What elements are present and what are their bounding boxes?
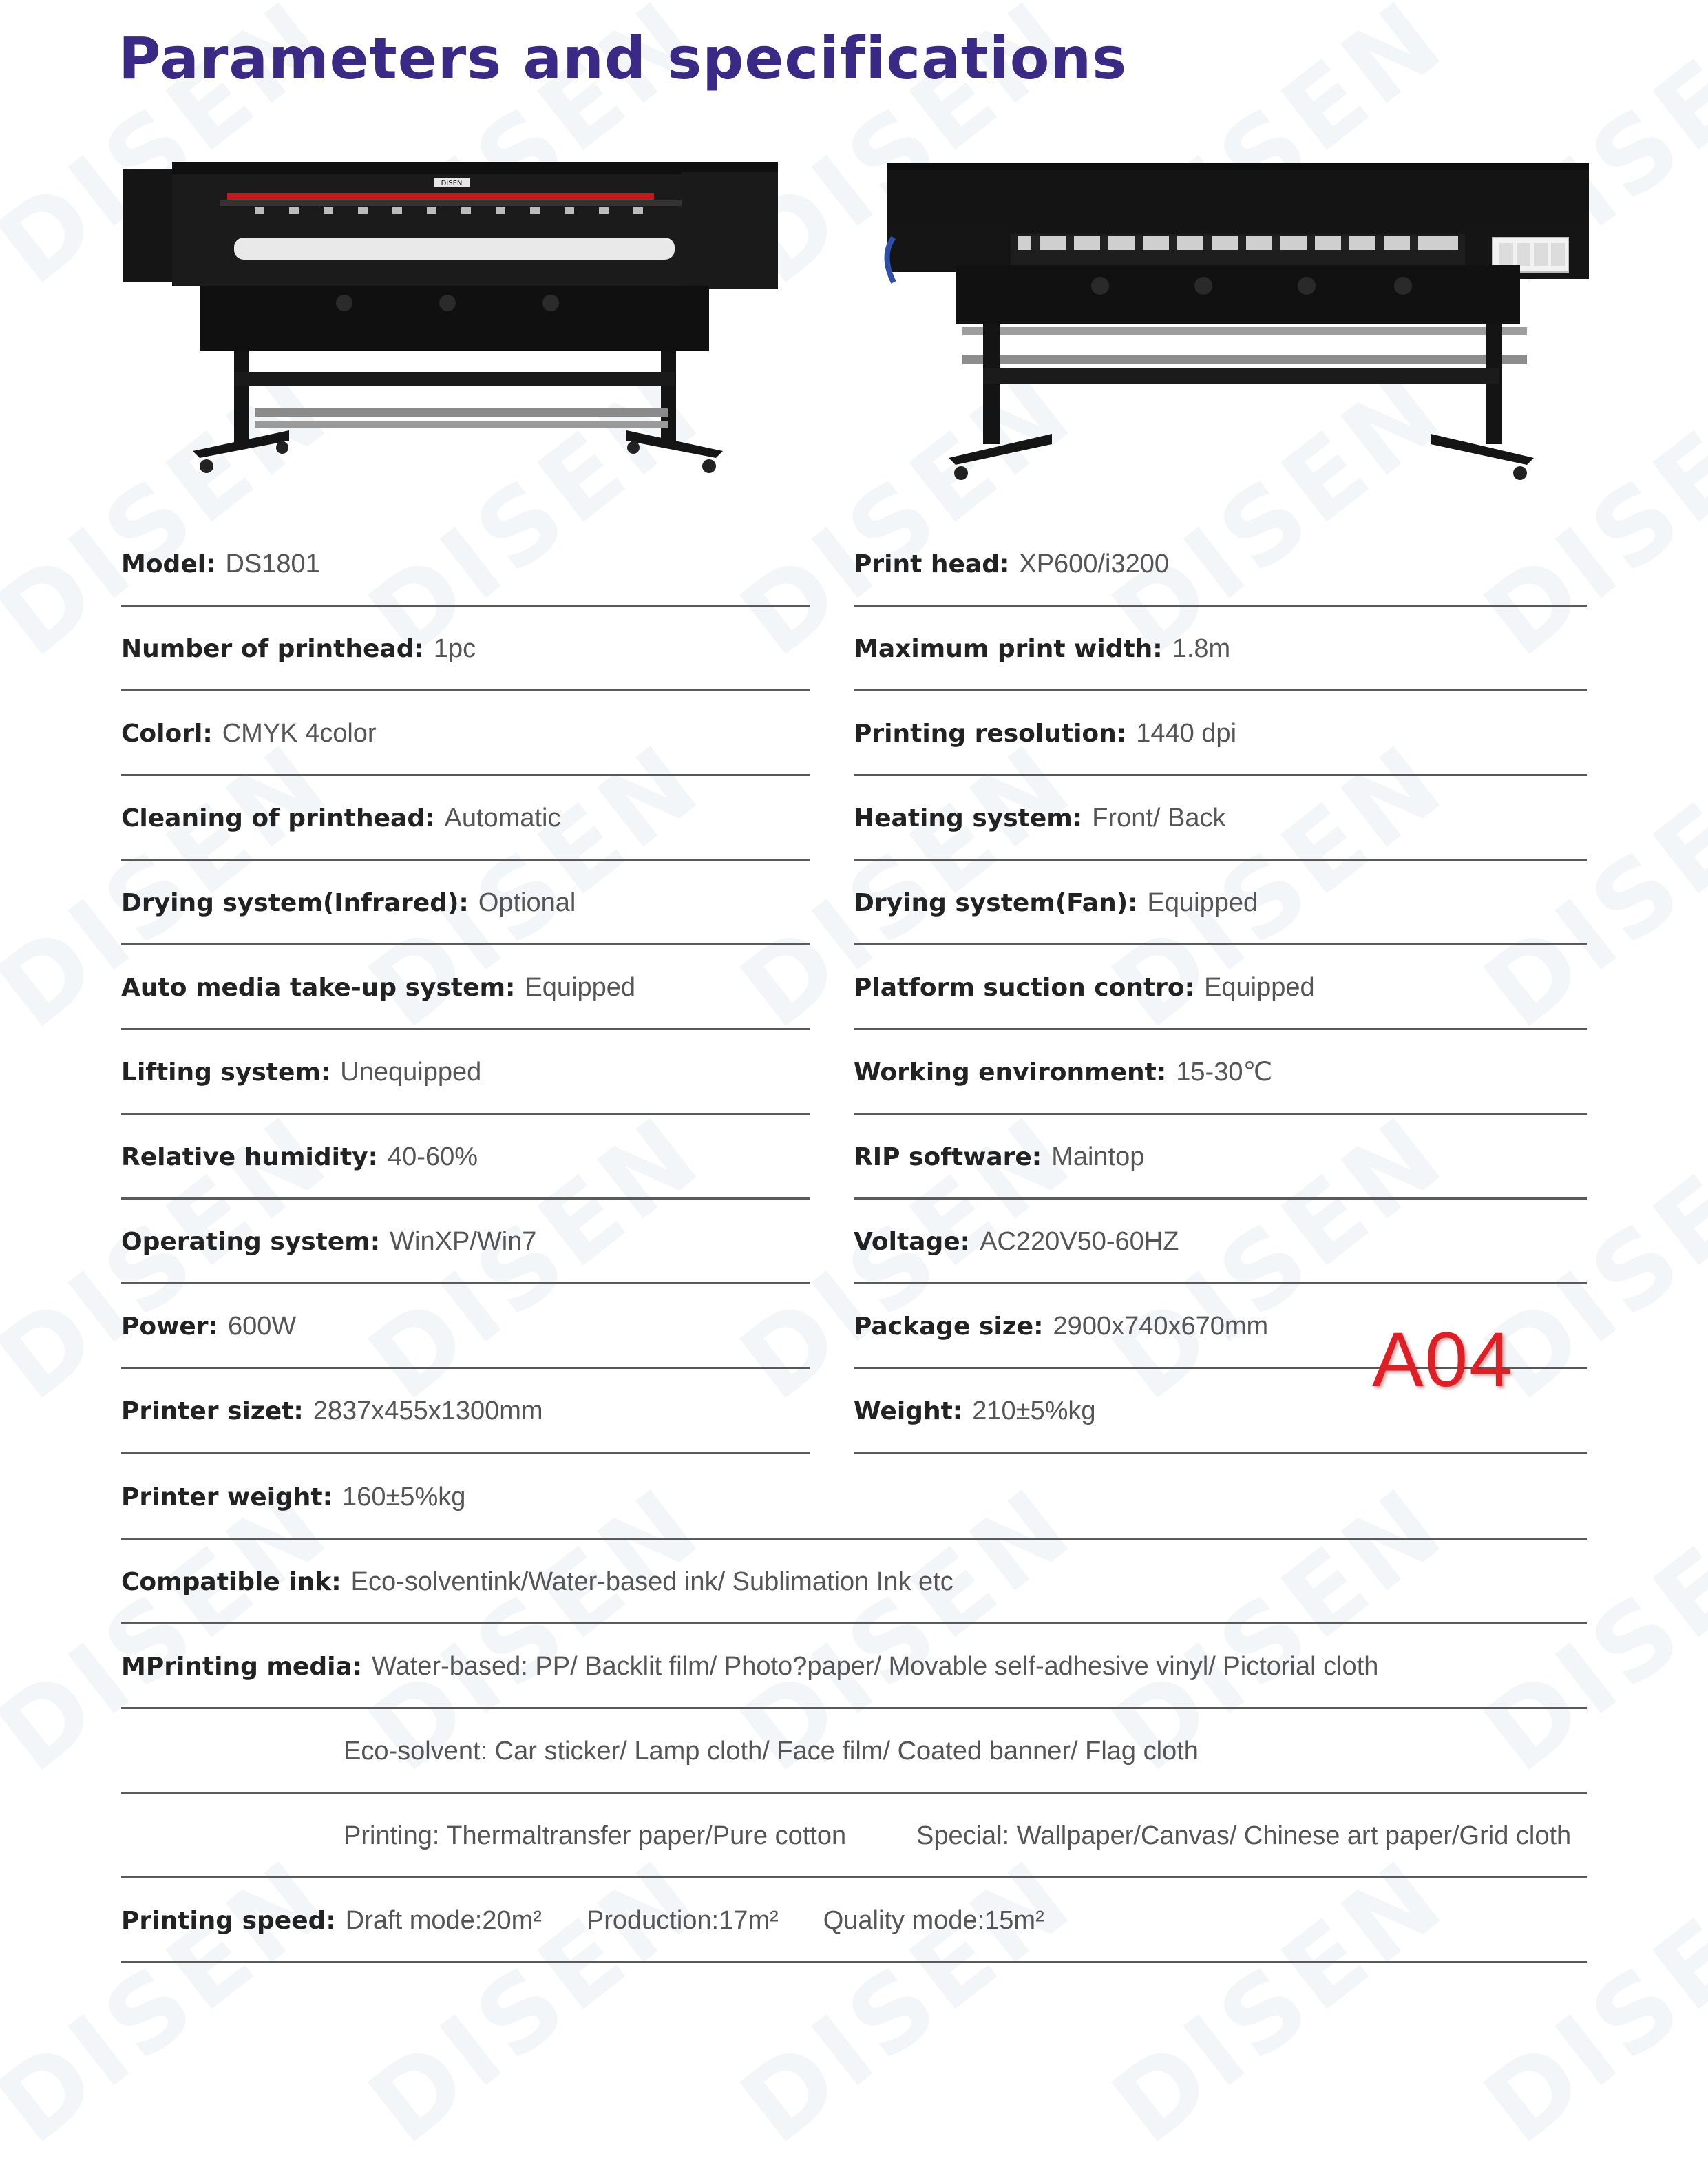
spec-label: Drying system(Fan): (854, 889, 1138, 917)
spec-label: Printer weight: (121, 1483, 333, 1511)
spec-value: 160±5%kg (342, 1483, 466, 1511)
spec-row-printer-weight (121, 1455, 1587, 1540)
spec-value: Equipped (1147, 888, 1258, 917)
page-title: Parameters and specifications (118, 25, 1128, 92)
spec-value: 15-30℃ (1176, 1058, 1273, 1087)
spec-label: Auto media take-up system: (121, 974, 516, 1002)
spec-row-left (121, 691, 810, 776)
spec-row-printing-media (121, 1624, 1587, 1709)
spec-value: 2900x740x670mm (1053, 1312, 1269, 1341)
spec-value-water-based: Water-based: PP/ Backlit film/ Photo?paper/ Movable self-adhesive vinyl/ Pictorial cloth (372, 1652, 1379, 1681)
spec-value: Eco-solventink/Water-based ink/ Sublimation Ink etc (350, 1567, 953, 1596)
spec-row-right (854, 945, 1587, 1030)
spec-value: 210±5%kg (972, 1396, 1096, 1425)
spec-row-right (854, 522, 1587, 607)
spec-row-right (854, 776, 1587, 861)
spec-row-right (854, 1115, 1587, 1200)
spec-label: Working environment: (854, 1058, 1167, 1087)
spec-row-left (121, 1200, 810, 1284)
spec-row-left (121, 607, 810, 691)
spec-row-right (854, 607, 1587, 691)
spec-value: Unequipped (340, 1058, 482, 1087)
printer-brand-logo: DISEN (441, 180, 463, 187)
spec-label: MPrinting media: (121, 1653, 363, 1681)
spec-value: XP600/i3200 (1019, 549, 1169, 578)
spec-value: 600W (227, 1312, 297, 1341)
spec-value: 1pc (433, 634, 476, 663)
spec-label: Printer sizet: (121, 1397, 304, 1425)
spec-value: Equipped (1204, 973, 1315, 1002)
spec-value: 1440 dpi (1136, 719, 1237, 748)
spec-row-left (121, 1115, 810, 1200)
spec-row-eco-solvent (121, 1709, 1587, 1794)
spec-value-printing: Printing: Thermaltransfer paper/Pure cotton (344, 1821, 847, 1850)
spec-label: Compatible ink: (121, 1568, 341, 1596)
spec-label: RIP software: (854, 1143, 1042, 1171)
spec-label: Heating system: (854, 804, 1083, 833)
spec-value: Front/ Back (1092, 804, 1226, 833)
spec-label: Model: (121, 550, 216, 578)
speed-production: Production:17m² (586, 1906, 779, 1935)
printer-front-photo (117, 155, 792, 499)
spec-label: Power: (121, 1312, 218, 1341)
spec-label: Print head: (854, 550, 1010, 578)
spec-label: Lifting system: (121, 1058, 331, 1087)
spec-row-left (121, 945, 810, 1030)
spec-row-printing-speed (121, 1878, 1587, 1963)
spec-row-left (121, 1284, 810, 1369)
spec-label: Relative humidity: (121, 1143, 379, 1171)
product-code-label: A04 (1372, 1317, 1514, 1403)
spec-value: WinXP/Win7 (390, 1227, 537, 1256)
speed-draft: Draft mode:20m² (345, 1906, 542, 1935)
spec-row-left (121, 861, 810, 945)
spec-value: 1.8m (1172, 634, 1231, 663)
spec-row-right (854, 691, 1587, 776)
spec-value-eco-solvent: Eco-solvent: Car sticker/ Lamp cloth/ Face film/ Coated banner/ Flag cloth (344, 1737, 1199, 1766)
spec-value: Equipped (525, 973, 636, 1002)
spec-row-left (121, 1369, 810, 1454)
spec-label: Maximum print width: (854, 635, 1163, 663)
spec-label: Printing speed: (121, 1907, 336, 1935)
spec-value-special: Special: Wallpaper/Canvas/ Chinese art paper/Grid cloth (916, 1821, 1572, 1850)
spec-row-right (854, 1200, 1587, 1284)
spec-row-left (121, 776, 810, 861)
spec-label: Number of printhead: (121, 635, 424, 663)
spec-row-right (854, 1030, 1587, 1115)
spec-label: Drying system(Infrared): (121, 889, 469, 917)
spec-label: Printing resolution: (854, 720, 1127, 748)
spec-value: 40-60% (388, 1142, 478, 1171)
spec-label: Voltage: (854, 1228, 971, 1256)
spec-value: AC220V50-60HZ (980, 1227, 1179, 1256)
spec-value: CMYK 4color (222, 719, 377, 748)
spec-label: Colorl: (121, 720, 213, 748)
spec-row-left (121, 1030, 810, 1115)
spec-label: Weight: (854, 1397, 963, 1425)
spec-label: Package size: (854, 1312, 1044, 1341)
spec-label: Platform suction contro: (854, 974, 1195, 1002)
speed-quality: Quality mode:15m² (823, 1906, 1044, 1935)
spec-value: Automatic (444, 804, 561, 833)
spec-label: Operating system: (121, 1228, 381, 1256)
spec-row-compatible-ink (121, 1540, 1587, 1624)
spec-row-printing-special (121, 1794, 1587, 1878)
spec-row-right (854, 861, 1587, 945)
spec-value: 2837x455x1300mm (313, 1396, 543, 1425)
spec-value: Optional (478, 888, 576, 917)
spec-row-left (121, 522, 810, 607)
printer-back-photo (880, 155, 1596, 499)
spec-label: Cleaning of printhead: (121, 804, 435, 833)
spec-value: DS1801 (225, 549, 320, 578)
spec-value: Maintop (1051, 1142, 1145, 1171)
